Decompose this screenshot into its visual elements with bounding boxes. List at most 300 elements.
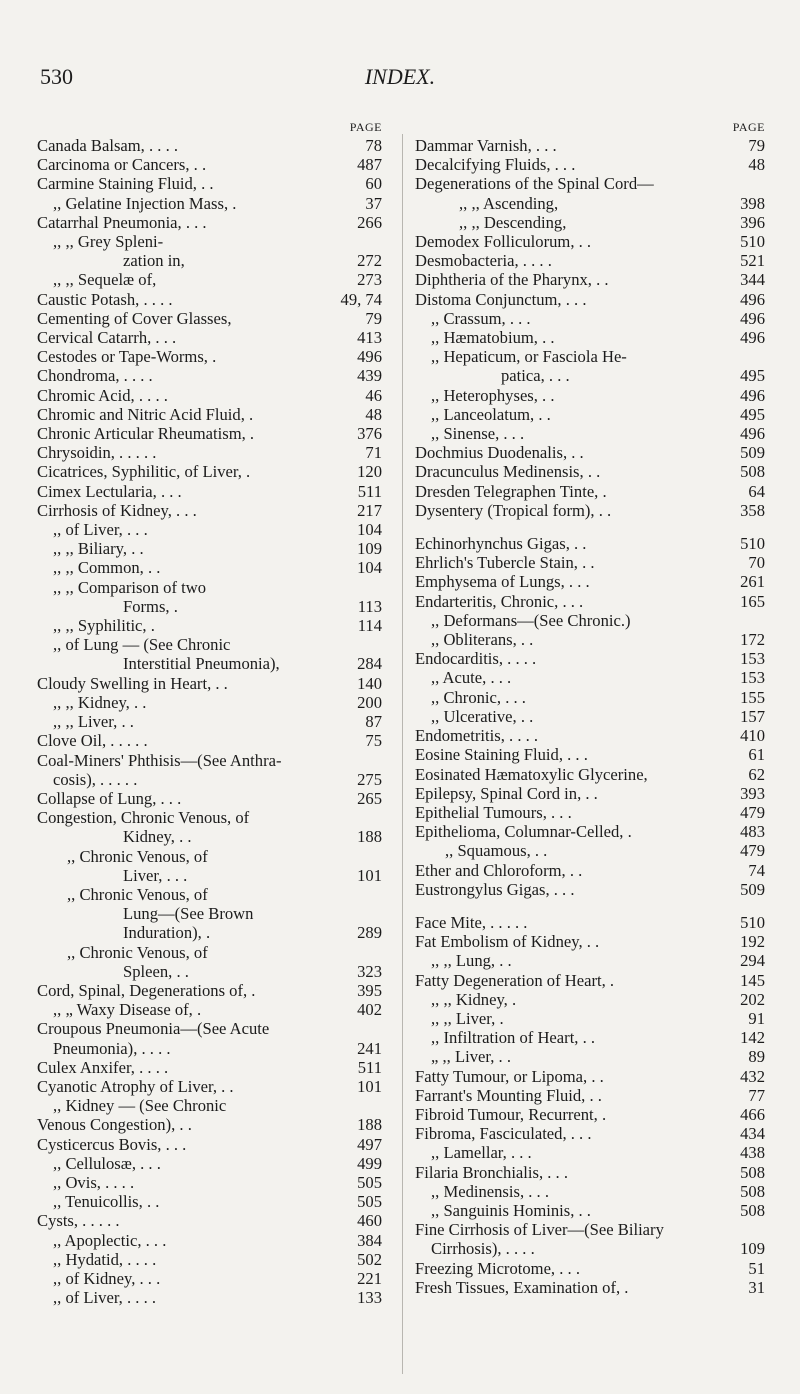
index-entry-page: 294 bbox=[740, 951, 765, 971]
index-entry bbox=[37, 309, 382, 328]
index-entry bbox=[415, 534, 765, 553]
index-entry-text: ,, Crassum, . . . bbox=[431, 308, 531, 328]
index-entry-page: 31 bbox=[748, 1277, 765, 1297]
index-entry bbox=[37, 136, 382, 155]
index-entry bbox=[415, 328, 765, 347]
index-entry bbox=[415, 592, 765, 611]
index-column-right bbox=[415, 118, 765, 1297]
index-entry bbox=[37, 578, 382, 597]
index-entry-text: ,, of Kidney, . . . bbox=[53, 1268, 161, 1288]
index-entry bbox=[37, 770, 382, 789]
index-entry-page: 104 bbox=[357, 558, 382, 578]
index-entry-page: 275 bbox=[357, 769, 382, 789]
index-entry-page: 460 bbox=[357, 1211, 382, 1231]
index-entry bbox=[37, 501, 382, 520]
index-entry bbox=[415, 822, 765, 841]
index-entry-page: 157 bbox=[740, 706, 765, 726]
index-entry-page: 479 bbox=[740, 802, 765, 822]
index-entry bbox=[37, 290, 382, 309]
index-entry bbox=[415, 1009, 765, 1028]
index-entry-page: 384 bbox=[357, 1230, 382, 1250]
index-entry-page: 273 bbox=[357, 270, 382, 290]
index-entry bbox=[415, 174, 765, 193]
index-entry bbox=[37, 1173, 382, 1192]
index-entry-page: 165 bbox=[740, 591, 765, 611]
index-entry-text: Cestodes or Tape-Worms, . bbox=[37, 347, 217, 367]
index-entry bbox=[415, 232, 765, 251]
index-entry-text: Cirrhosis), . . . . bbox=[431, 1239, 535, 1259]
index-entry bbox=[415, 611, 765, 630]
index-entry bbox=[37, 1115, 382, 1134]
index-entry bbox=[415, 1047, 765, 1066]
index-entry bbox=[415, 1028, 765, 1047]
index-entry bbox=[37, 539, 382, 558]
index-entry-text: Fine Cirrhosis of Liver—(See Biliary bbox=[415, 1220, 664, 1240]
index-entry-text: Face Mite, . . . . . bbox=[415, 912, 528, 932]
index-entry bbox=[37, 558, 382, 577]
index-entry-text: Cementing of Cover Glasses, bbox=[37, 308, 232, 328]
index-entry-page: 410 bbox=[740, 726, 765, 746]
index-entry-text: Fatty Tumour, or Lipoma, . . bbox=[415, 1066, 604, 1086]
index-entry bbox=[415, 270, 765, 289]
index-entry-text: Croupous Pneumonia—(See Acute bbox=[37, 1019, 270, 1039]
index-entry bbox=[37, 789, 382, 808]
index-entry bbox=[37, 866, 382, 885]
index-entry-text: ,, ,, Sequelæ of, bbox=[53, 270, 157, 290]
index-entry-text: ,, Chronic Venous, of bbox=[67, 846, 208, 866]
index-entry-page: 508 bbox=[740, 462, 765, 482]
index-entry-page: 323 bbox=[357, 961, 382, 981]
index-entry bbox=[415, 726, 765, 745]
index-entry bbox=[415, 251, 765, 270]
index-entry-text: Clove Oil, . . . . . bbox=[37, 731, 148, 751]
index-entry bbox=[37, 1039, 382, 1058]
index-entry-text: Chromic Acid, . . . . bbox=[37, 385, 168, 405]
index-entry-text: Cord, Spinal, Degenerations of, . bbox=[37, 980, 256, 1000]
index-entry-text: ,, ,, Grey Spleni- bbox=[53, 232, 164, 252]
index-entry-page: 202 bbox=[740, 989, 765, 1009]
index-entry-page: 509 bbox=[740, 443, 765, 463]
index-entry-page: 217 bbox=[357, 500, 382, 520]
index-entry-page: 439 bbox=[357, 366, 382, 386]
index-entry-page: 496 bbox=[740, 308, 765, 328]
index-entry-text: ,, Kidney — (See Chronic bbox=[53, 1096, 227, 1116]
index-entry-page: 79 bbox=[365, 308, 382, 328]
index-entry-text: ,, Apoplectic, . . . bbox=[53, 1230, 167, 1250]
index-entry bbox=[415, 841, 765, 860]
index-entry-text: ,, ,, Liver, . . bbox=[53, 712, 134, 732]
index-entry-text: Epithelioma, Columnar-Celled, . bbox=[415, 822, 632, 842]
index-entry-text: Lung—(See Brown bbox=[123, 904, 254, 924]
index-entry-text: Cysts, . . . . . bbox=[37, 1211, 120, 1231]
index-entry bbox=[415, 1220, 765, 1239]
index-entry-page: 101 bbox=[357, 1076, 382, 1096]
index-entry bbox=[37, 424, 382, 443]
index-entry-page: 358 bbox=[740, 500, 765, 520]
index-entry-page: 509 bbox=[740, 879, 765, 899]
index-entry bbox=[37, 885, 382, 904]
index-entry bbox=[37, 482, 382, 501]
index-entry-text: ,, of Liver, . . . bbox=[53, 520, 148, 540]
index-entry bbox=[37, 616, 382, 635]
index-entry bbox=[415, 501, 765, 520]
index-entry-text: ,, Sanguinis Hominis, . . bbox=[431, 1200, 591, 1220]
index-entry bbox=[37, 1096, 382, 1115]
index-entry-text: Dracunculus Medinensis, . . bbox=[415, 462, 601, 482]
index-entry-text: Carcinoma or Cancers, . . bbox=[37, 155, 207, 175]
index-entry-text: ,, „ Waxy Disease of, . bbox=[53, 1000, 202, 1020]
index-entry-text: ,, Sinense, . . . bbox=[431, 424, 525, 444]
index-entry-text: Culex Anxifer, . . . . bbox=[37, 1057, 169, 1077]
index-entry bbox=[415, 1105, 765, 1124]
index-entry-text: Cirrhosis of Kidney, . . . bbox=[37, 500, 197, 520]
index-entry-page: 120 bbox=[357, 462, 382, 482]
index-entry-text: Diphtheria of the Pharynx, . . bbox=[415, 270, 609, 290]
index-entry bbox=[37, 1058, 382, 1077]
index-entry-page: 101 bbox=[357, 865, 382, 885]
index-entry bbox=[37, 674, 382, 693]
index-entry-page: 496 bbox=[357, 347, 382, 367]
index-entry-text: ,, ,, Descending, bbox=[459, 212, 567, 232]
index-entry bbox=[37, 155, 382, 174]
index-entry-page: 104 bbox=[357, 520, 382, 540]
index-entry bbox=[415, 784, 765, 803]
index-entry-page: 505 bbox=[357, 1192, 382, 1212]
index-entry-text: ,, Cellulosæ, . . . bbox=[53, 1153, 161, 1173]
index-entry bbox=[415, 1067, 765, 1086]
index-entry-page: 466 bbox=[740, 1104, 765, 1124]
index-entry-text: Cimex Lectularia, . . . bbox=[37, 481, 182, 501]
index-entry bbox=[415, 932, 765, 951]
index-entry bbox=[415, 1143, 765, 1162]
index-entry-page: 64 bbox=[748, 481, 765, 501]
index-entry-page: 155 bbox=[740, 687, 765, 707]
index-entry-page: 51 bbox=[748, 1258, 765, 1278]
index-entry-text: patica, . . . bbox=[501, 366, 570, 386]
index-entry-text: ,, ,, Kidney, . bbox=[431, 989, 517, 1009]
index-entry-page: 114 bbox=[357, 616, 382, 636]
index-entry-page: 89 bbox=[748, 1047, 765, 1067]
index-entry-page: 510 bbox=[740, 534, 765, 554]
index-entry bbox=[37, 1269, 382, 1288]
index-entry-text: Eustrongylus Gigas, . . . bbox=[415, 879, 575, 899]
index-entry bbox=[37, 328, 382, 347]
index-entry-page: 376 bbox=[357, 424, 382, 444]
index-entry-page: 60 bbox=[365, 174, 382, 194]
index-entry bbox=[415, 951, 765, 970]
index-entry-text: Epilepsy, Spinal Cord in, . . bbox=[415, 783, 598, 803]
index-entry bbox=[415, 1278, 765, 1297]
index-entry-text: ,, ,, Ascending, bbox=[459, 193, 559, 213]
index-entry-page: 74 bbox=[748, 860, 765, 880]
index-entry-page: 272 bbox=[357, 251, 382, 271]
index-entry-page: 145 bbox=[740, 970, 765, 990]
index-entry-text: Collapse of Lung, . . . bbox=[37, 788, 182, 808]
index-entry-text: Desmobacteria, . . . . bbox=[415, 251, 552, 271]
index-entry bbox=[415, 707, 765, 726]
index-entry bbox=[37, 808, 382, 827]
index-entry-page: 284 bbox=[357, 654, 382, 674]
index-entry-page: 79 bbox=[748, 136, 765, 155]
index-entry-text: Caustic Potash, . . . . bbox=[37, 289, 173, 309]
index-entry-text: Cyanotic Atrophy of Liver, . . bbox=[37, 1076, 234, 1096]
index-entry-text: Cicatrices, Syphilitic, of Liver, . bbox=[37, 462, 251, 482]
index-entry-page: 511 bbox=[357, 481, 382, 501]
index-entry bbox=[37, 635, 382, 654]
page-number: 530 bbox=[40, 64, 73, 89]
index-entry bbox=[37, 1211, 382, 1230]
index-entry bbox=[415, 803, 765, 822]
index-entry bbox=[37, 1019, 382, 1038]
index-entry-text: ,, Heterophyses, . . bbox=[431, 385, 555, 405]
index-entry-text: Fresh Tissues, Examination of, . bbox=[415, 1277, 629, 1297]
index-entry-page: 78 bbox=[365, 136, 382, 155]
index-entry-text: ,, Ovis, . . . . bbox=[53, 1172, 135, 1192]
index-entry bbox=[37, 962, 382, 981]
index-entry-page: 153 bbox=[740, 668, 765, 688]
index-entry-text: Filaria Bronchialis, . . . bbox=[415, 1162, 569, 1182]
index-entry bbox=[37, 386, 382, 405]
index-entry-page: 91 bbox=[748, 1008, 765, 1028]
index-entry-page: 496 bbox=[740, 328, 765, 348]
index-entry-text: Carmine Staining Fluid, . . bbox=[37, 174, 214, 194]
index-entry bbox=[415, 1259, 765, 1278]
index-entry-page: 221 bbox=[357, 1268, 382, 1288]
index-entry-text: Dammar Varnish, . . . bbox=[415, 136, 557, 155]
index-entry-text: „ ,, Liver, . . bbox=[431, 1047, 511, 1067]
index-entry bbox=[415, 688, 765, 707]
index-entry-page: 109 bbox=[740, 1239, 765, 1259]
index-entry bbox=[37, 827, 382, 846]
index-entry-text: Induration), . bbox=[123, 923, 211, 943]
index-entry-text: ,, ,, Lung, . . bbox=[431, 951, 512, 971]
index-entry-text: Venous Congestion), . . bbox=[37, 1115, 192, 1135]
index-entry-text: Spleen, . . bbox=[123, 961, 189, 981]
index-entry-text: Degenerations of the Spinal Cord— bbox=[415, 174, 654, 194]
index-entry-text: ,, ,, Common, . . bbox=[53, 558, 161, 578]
index-entry-text: Endocarditis, . . . . bbox=[415, 649, 537, 669]
index-entry-page: 396 bbox=[740, 212, 765, 232]
index-entry-text: ,, ,, Comparison of two bbox=[53, 577, 207, 597]
index-entry-text: ,, Infiltration of Heart, . . bbox=[431, 1028, 596, 1048]
index-entry-page: 142 bbox=[740, 1028, 765, 1048]
index-entry-page: 496 bbox=[740, 385, 765, 405]
index-entry bbox=[415, 990, 765, 1009]
index-entry-text: cosis), . . . . . bbox=[53, 769, 138, 789]
index-entry-page: 487 bbox=[357, 155, 382, 175]
index-entry bbox=[415, 290, 765, 309]
index-entry-text: Endarteritis, Chronic, . . . bbox=[415, 591, 584, 611]
index-entry bbox=[415, 1201, 765, 1220]
index-entry bbox=[37, 847, 382, 866]
index-entry bbox=[415, 424, 765, 443]
index-entry bbox=[37, 981, 382, 1000]
index-entry-text: Fibroid Tumour, Recurrent, . bbox=[415, 1104, 607, 1124]
index-entry bbox=[37, 597, 382, 616]
index-entry-text: ,, Lanceolatum, . . bbox=[431, 404, 551, 424]
index-entry-page: 483 bbox=[740, 822, 765, 842]
index-entry-text: Catarrhal Pneumonia, . . . bbox=[37, 212, 207, 232]
index-entry-text: Coal-Miners' Phthisis—(See Anthra- bbox=[37, 750, 282, 770]
index-entry-page: 510 bbox=[740, 912, 765, 932]
index-entry-text: ,, Hepaticum, or Fasciola He- bbox=[431, 347, 627, 367]
index-entry bbox=[415, 366, 765, 385]
index-entry-text: Ether and Chloroform, . . bbox=[415, 860, 583, 880]
index-entry bbox=[415, 155, 765, 174]
index-entry-page: 172 bbox=[740, 630, 765, 650]
index-entry bbox=[415, 1239, 765, 1258]
index-entry bbox=[37, 751, 382, 770]
index-entry-page: 49, 74 bbox=[340, 289, 382, 309]
index-entry-page: 344 bbox=[740, 270, 765, 290]
index-entry-text: Cloudy Swelling in Heart, . . bbox=[37, 673, 228, 693]
index-entry-text: Epithelial Tumours, . . . bbox=[415, 802, 572, 822]
index-entry-text: ,, Chronic Venous, of bbox=[67, 942, 208, 962]
index-entry-text: ,, Ulcerative, . . bbox=[431, 706, 534, 726]
index-entry-text: ,, Hæmatobium, . . bbox=[431, 328, 555, 348]
index-entry-text: ,, ,, Biliary, . . bbox=[53, 539, 144, 559]
index-entry-text: ,, of Liver, . . . . bbox=[53, 1288, 157, 1308]
index-entry bbox=[37, 904, 382, 923]
index-entry-text: Fat Embolism of Kidney, . . bbox=[415, 932, 600, 952]
index-entry bbox=[37, 654, 382, 673]
index-entry bbox=[415, 971, 765, 990]
index-entry-text: Canada Balsam, . . . . bbox=[37, 136, 179, 155]
index-entry-page: 188 bbox=[357, 827, 382, 847]
index-entry-text: ,, ,, Liver, . bbox=[431, 1008, 504, 1028]
index-entry-text: Distoma Conjunctum, . . . bbox=[415, 289, 587, 309]
index-entry bbox=[415, 745, 765, 764]
index-entry bbox=[37, 1154, 382, 1173]
index-entry-page: 48 bbox=[365, 404, 382, 424]
index-entry-text: Cervical Catarrh, . . . bbox=[37, 328, 177, 348]
index-entry bbox=[37, 923, 382, 942]
index-entry-page: 133 bbox=[357, 1288, 382, 1308]
index-entry bbox=[37, 712, 382, 731]
index-entry bbox=[37, 366, 382, 385]
index-entry-text: ,, Chronic, . . . bbox=[431, 687, 526, 707]
index-entry-page: 511 bbox=[357, 1057, 382, 1077]
index-entry-text: Fatty Degeneration of Heart, . bbox=[415, 970, 615, 990]
index-entry-page: 393 bbox=[740, 783, 765, 803]
index-entry-page: 113 bbox=[357, 596, 382, 616]
index-entry-text: Ehrlich's Tubercle Stain, . . bbox=[415, 553, 595, 573]
index-entry bbox=[415, 1086, 765, 1105]
index-entry-page: 153 bbox=[740, 649, 765, 669]
index-entry-text: Fibroma, Fasciculated, . . . bbox=[415, 1124, 592, 1144]
index-entry-page: 495 bbox=[740, 404, 765, 424]
index-entry bbox=[415, 136, 765, 155]
index-entry-text: zation in, bbox=[123, 251, 185, 271]
index-entry-page: 505 bbox=[357, 1172, 382, 1192]
page-column-label: PAGE bbox=[349, 120, 382, 134]
index-entry-text: ,, Deformans—(See Chronic.) bbox=[431, 610, 631, 630]
index-entry-page: 48 bbox=[748, 155, 765, 175]
index-entry-page: 188 bbox=[357, 1115, 382, 1135]
index-entry bbox=[37, 1250, 382, 1269]
index-entry-text: Congestion, Chronic Venous, of bbox=[37, 808, 250, 828]
index-entry-page: 508 bbox=[740, 1181, 765, 1201]
index-entry bbox=[415, 213, 765, 232]
index-entry-page: 508 bbox=[740, 1162, 765, 1182]
index-entry bbox=[37, 1077, 382, 1096]
index-entry-page: 75 bbox=[365, 731, 382, 751]
index-entry-page: 432 bbox=[740, 1066, 765, 1086]
index-entry bbox=[415, 443, 765, 462]
index-entry bbox=[37, 1231, 382, 1250]
index-entry bbox=[415, 553, 765, 572]
index-entry-text: ,, Medinensis, . . . bbox=[431, 1181, 549, 1201]
index-entry-text: Kidney, . . bbox=[123, 827, 192, 847]
index-entry-page: 521 bbox=[740, 251, 765, 271]
index-entry-text: Interstitial Pneumonia), bbox=[123, 654, 280, 674]
index-column-left bbox=[37, 118, 382, 1307]
index-entry-page: 265 bbox=[357, 788, 382, 808]
index-entry-page: 77 bbox=[748, 1085, 765, 1105]
index-entry bbox=[37, 1192, 382, 1211]
index-entry-page: 434 bbox=[740, 1124, 765, 1144]
index-entry-page: 261 bbox=[740, 572, 765, 592]
index-entry-text: Freezing Microtome, . . . bbox=[415, 1258, 580, 1278]
index-entry-page: 438 bbox=[740, 1143, 765, 1163]
index-entry-text: ,, Hydatid, . . . . bbox=[53, 1249, 157, 1269]
index-entry-text: Decalcifying Fluids, . . . bbox=[415, 155, 576, 175]
index-entry-text: ,, Squamous, . . bbox=[445, 841, 548, 861]
index-entry-text: Forms, . bbox=[123, 596, 178, 616]
index-entry bbox=[415, 405, 765, 424]
index-entry-text: Eosine Staining Fluid, . . . bbox=[415, 745, 588, 765]
index-entry-text: ,, Chronic Venous, of bbox=[67, 884, 208, 904]
index-entry bbox=[415, 913, 765, 932]
index-entry-text: Pneumonia), . . . . bbox=[53, 1038, 171, 1058]
index-entry bbox=[415, 668, 765, 687]
index-entry bbox=[415, 765, 765, 784]
index-entry-text: Endometritis, . . . . bbox=[415, 726, 539, 746]
index-entry-text: Liver, . . . bbox=[123, 865, 188, 885]
index-entry-text: ,, ,, Syphilitic, . bbox=[53, 616, 155, 636]
index-entry-page: 510 bbox=[740, 232, 765, 252]
index-entry bbox=[37, 251, 382, 270]
index-entry-page: 508 bbox=[740, 1200, 765, 1220]
index-entry-page: 502 bbox=[357, 1249, 382, 1269]
index-entry bbox=[415, 1124, 765, 1143]
index-entry-page: 496 bbox=[740, 424, 765, 444]
index-entry-page: 37 bbox=[365, 193, 382, 213]
index-entry bbox=[415, 194, 765, 213]
index-entry-page: 140 bbox=[357, 673, 382, 693]
index-entry-page: 395 bbox=[357, 980, 382, 1000]
index-entry-text: ,, Acute, . . . bbox=[431, 668, 512, 688]
index-entry-page: 62 bbox=[748, 764, 765, 784]
index-entry-page: 496 bbox=[740, 289, 765, 309]
index-entry-page: 479 bbox=[740, 841, 765, 861]
index-entry-page: 499 bbox=[357, 1153, 382, 1173]
index-entry bbox=[37, 1288, 382, 1307]
index-entry bbox=[415, 462, 765, 481]
index-entry-page: 200 bbox=[357, 692, 382, 712]
index-entry bbox=[37, 1000, 382, 1019]
index-entry-text: Echinorhynchus Gigas, . . bbox=[415, 534, 587, 554]
index-entry bbox=[415, 386, 765, 405]
index-entry bbox=[37, 232, 382, 251]
index-entry bbox=[415, 309, 765, 328]
index-entry bbox=[37, 347, 382, 366]
index-entry bbox=[37, 174, 382, 193]
index-entry-text: Chronic Articular Rheumatism, . bbox=[37, 424, 255, 444]
index-entry bbox=[37, 462, 382, 481]
index-entry-page: 289 bbox=[357, 923, 382, 943]
index-entry-text: Emphysema of Lungs, . . . bbox=[415, 572, 590, 592]
